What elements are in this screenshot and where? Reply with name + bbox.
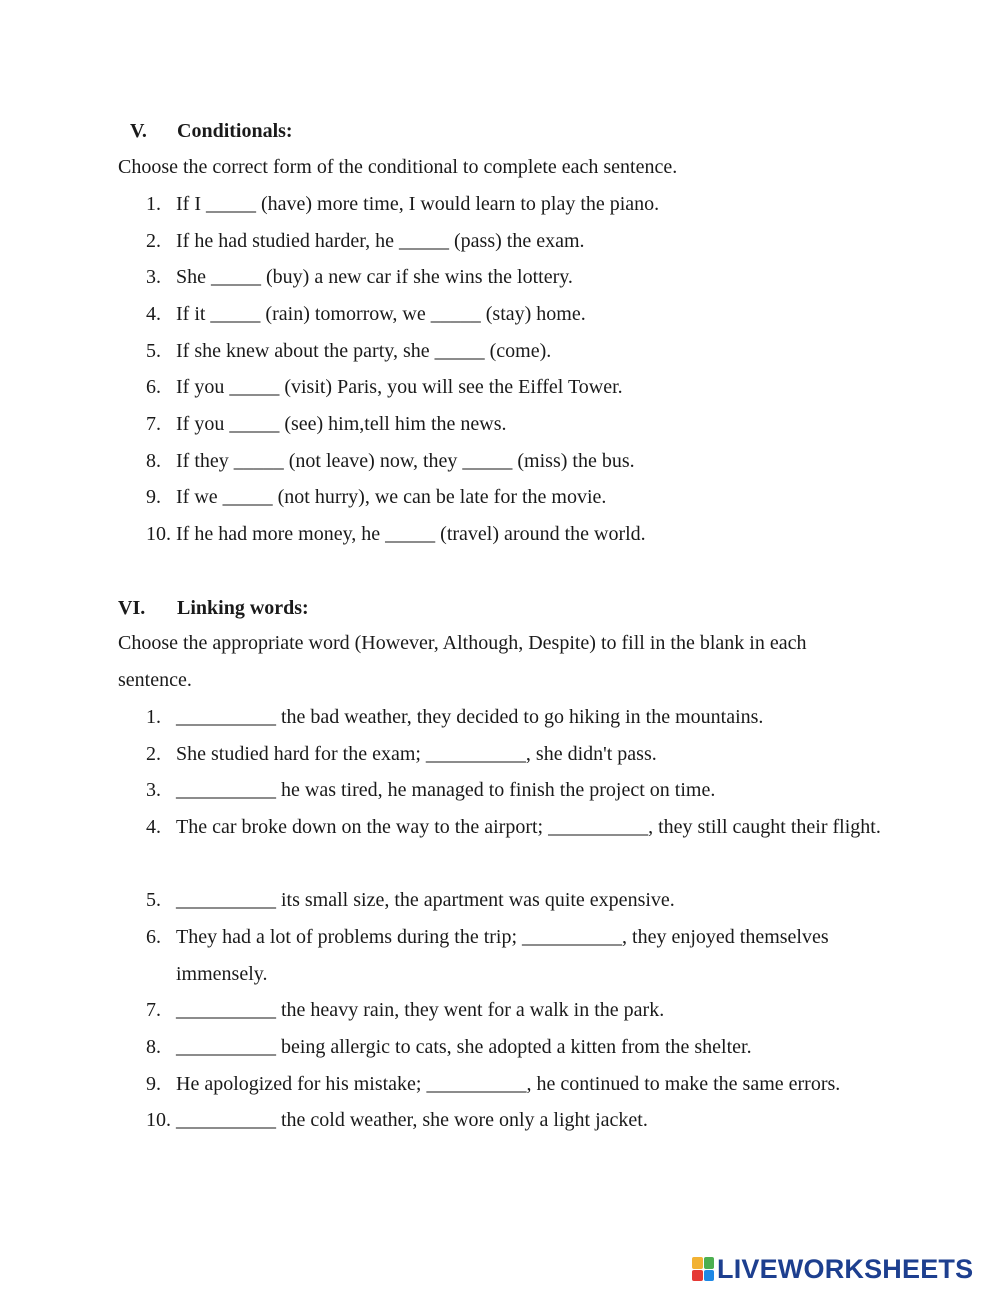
item-number: 10. xyxy=(146,523,171,545)
item-number: 4. xyxy=(146,303,161,325)
item-text: __________ being allergic to cats, she adopted a kitten from the shelter. xyxy=(176,1036,752,1058)
item-number: 4. xyxy=(146,816,161,838)
item-text: If we _____ (not hurry), we can be late for the movie. xyxy=(176,486,607,508)
section-vi-heading xyxy=(118,596,518,620)
logo-mark-square xyxy=(704,1270,715,1282)
section-vi-instruction: Choose the appropriate word (However, Although, Despite) to fill in the blank in each sentence. xyxy=(118,632,807,691)
item-text: If he had studied harder, he _____ (pass) the exam. xyxy=(176,229,585,252)
item-number: 2. xyxy=(146,742,161,765)
item-text: She studied hard for the exam; __________, she didn't pass. xyxy=(176,742,657,765)
item-text: If they _____ (not leave) now, they _____ (miss) the bus. xyxy=(176,449,635,472)
item-text: __________ he was tired, he managed to finish the project on time. xyxy=(176,779,716,801)
item-number: 2. xyxy=(146,229,161,252)
item-number: 6. xyxy=(146,926,161,948)
item-text: They had a lot of problems during the trip; __________, they enjoyed themselves immensely. xyxy=(176,926,829,985)
item-text: If you _____ (visit) Paris, you will see the Eiffel Tower. xyxy=(176,376,623,398)
item-text: If she knew about the party, she _____ (come). xyxy=(176,339,552,362)
section-v-title: Conditionals: xyxy=(177,120,293,142)
item-text: If it _____ (rain) tomorrow, we _____ (stay) home. xyxy=(176,303,586,325)
section-vi-title: Linking words: xyxy=(177,597,309,619)
item-number: 8. xyxy=(146,449,161,472)
section-v-heading xyxy=(130,119,530,143)
item-number: 3. xyxy=(146,266,161,288)
logo-mark-square xyxy=(692,1270,703,1282)
item-number: 1. xyxy=(146,706,161,728)
item-number: 5. xyxy=(146,339,161,362)
item-number: 10. xyxy=(146,1109,171,1131)
item-text: If you _____ (see) him,tell him the news. xyxy=(176,413,507,435)
logo-mark-icon xyxy=(692,1257,714,1281)
item-number: 6. xyxy=(146,376,161,398)
section-v-instruction: Choose the correct form of the conditional to complete each sentence. xyxy=(118,156,678,178)
section-v-numeral: V. xyxy=(130,120,147,142)
item-text: __________ the heavy rain, they went for a walk in the park. xyxy=(176,999,665,1021)
item-number: 8. xyxy=(146,1036,161,1058)
item-text: She _____ (buy) a new car if she wins the lottery. xyxy=(176,266,573,288)
logo-mark-square xyxy=(704,1257,715,1269)
item-text: __________ its small size, the apartment was quite expensive. xyxy=(176,889,675,911)
liveworksheets-logo xyxy=(692,1254,973,1284)
item-number: 7. xyxy=(146,413,161,435)
item-text: If he had more money, he _____ (travel) around the world. xyxy=(176,523,646,545)
item-number: 9. xyxy=(146,1072,161,1095)
logo-mark-square xyxy=(692,1257,703,1269)
item-text: __________ the cold weather, she wore only a light jacket. xyxy=(176,1109,648,1131)
item-text: If I _____ (have) more time, I would learn to play the piano. xyxy=(176,193,660,215)
item-number: 5. xyxy=(146,889,161,911)
item-text: He apologized for his mistake; __________, he continued to make the same errors. xyxy=(176,1072,841,1095)
item-number: 7. xyxy=(146,999,161,1021)
item-number: 9. xyxy=(146,486,161,508)
logo-text: LIVEWORKSHEETS xyxy=(717,1254,974,1284)
item-text: __________ the bad weather, they decided to go hiking in the mountains. xyxy=(176,706,764,728)
item-number: 3. xyxy=(146,779,161,801)
item-text: The car broke down on the way to the airport; __________, they still caught their flight. xyxy=(176,816,881,838)
item-number: 1. xyxy=(146,193,161,215)
section-vi-numeral: VI. xyxy=(118,597,146,619)
